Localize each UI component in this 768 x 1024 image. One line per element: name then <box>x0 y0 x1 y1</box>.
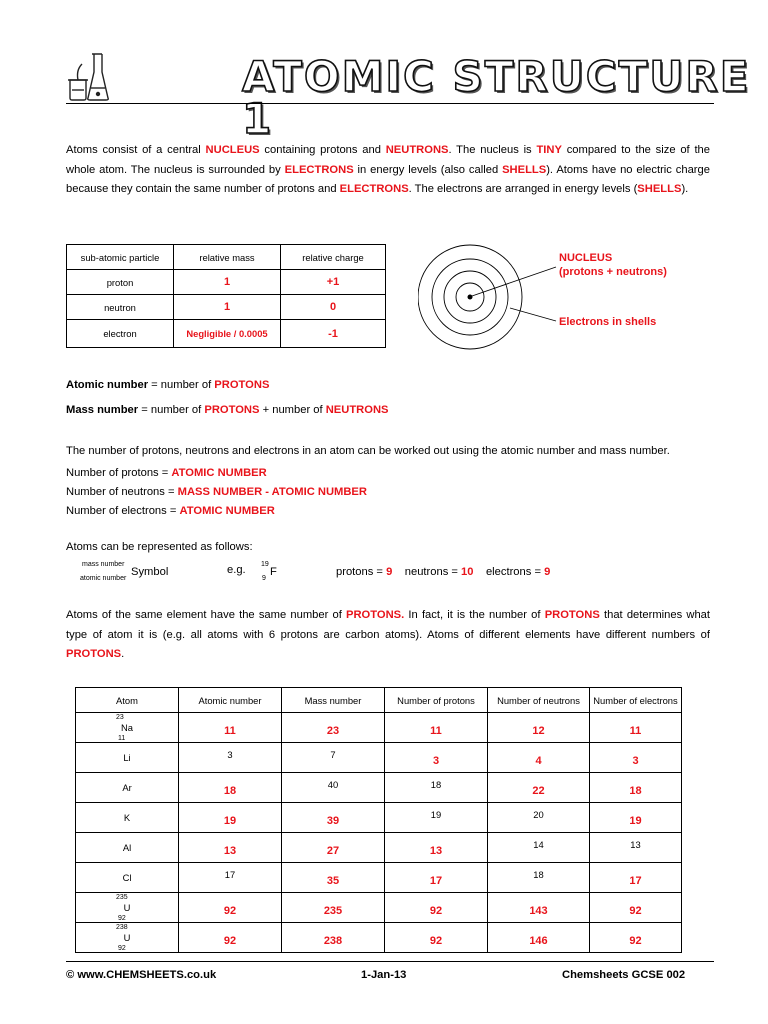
table-row <box>76 863 682 893</box>
table-row <box>76 773 682 803</box>
table-row <box>76 923 682 953</box>
atomic-number: 92 <box>179 893 282 923</box>
relative-mass: 1 <box>174 295 281 320</box>
atomic-number: 19 <box>179 803 282 833</box>
table-header: Atomic number <box>179 688 282 713</box>
atom-symbol-cell <box>76 773 179 803</box>
electron-count: 3 <box>590 743 682 773</box>
table-header: Number of protons <box>385 688 488 713</box>
atom-mass-number: 238 <box>116 924 128 931</box>
atom-mass-number: 235 <box>116 894 128 901</box>
atom-symbol: K <box>123 812 131 823</box>
proton-count: 92 <box>385 923 488 953</box>
footer-date: 1-Jan-13 <box>361 969 407 981</box>
atom-table <box>75 687 682 953</box>
example-atomic-number: 9 <box>262 575 266 582</box>
table-row <box>76 713 682 743</box>
electron-count: 13 <box>590 833 682 863</box>
atom-symbol-cell <box>76 893 179 923</box>
neutron-count: 12 <box>488 713 590 743</box>
atom-symbol-cell <box>76 713 179 743</box>
nucleus-label: NUCLEUS (protons + neutrons) <box>559 252 667 278</box>
proton-count: 18 <box>385 773 488 803</box>
particle-name: electron <box>67 320 174 348</box>
atomic-number: 18 <box>179 773 282 803</box>
mass-number: 235 <box>282 893 385 923</box>
atom-symbol: Na <box>121 722 133 733</box>
electron-count: 18 <box>590 773 682 803</box>
mass-number: 39 <box>282 803 385 833</box>
proton-count: 13 <box>385 833 488 863</box>
neutron-count: 146 <box>488 923 590 953</box>
table-header: Atom <box>76 688 179 713</box>
electrons-rule: Number of electrons = ATOMIC NUMBER <box>66 505 275 517</box>
neutron-count: 4 <box>488 743 590 773</box>
atom-symbol-cell <box>76 803 179 833</box>
same-element-paragraph: Atoms of the same element have the same number of PROTONS. In fact, it is the number of PROTONS that determines what type of atom it is (e.g. all atoms with 6 protons are carbon atoms). Atoms of different elements have different numbers of PROTONS. <box>66 609 710 660</box>
mass-number: 27 <box>282 833 385 863</box>
atomic-number: 3 <box>179 743 282 773</box>
mass-number-definition: Mass number = number of PROTONS + number of NEUTRONS <box>66 404 389 416</box>
atom-symbol-cell <box>76 833 179 863</box>
mass-number: 35 <box>282 863 385 893</box>
neutrons-rule: Number of neutrons = MASS NUMBER - ATOMIC NUMBER <box>66 486 367 498</box>
mass-number: 238 <box>282 923 385 953</box>
atom-atomic-number: 92 <box>118 945 126 952</box>
atom-symbol: Cl <box>122 872 132 883</box>
atomic-number: 17 <box>179 863 282 893</box>
relative-charge: +1 <box>281 270 386 295</box>
electron-count: 92 <box>590 893 682 923</box>
table-header: relative charge <box>281 245 386 270</box>
example-mass-number: 19 <box>261 561 269 568</box>
workout-intro: The number of protons, neutrons and electrons in an atom can be worked out using the atomic number and mass number. <box>66 445 670 457</box>
table-header: Number of neutrons <box>488 688 590 713</box>
atom-symbol: Ar <box>122 782 132 793</box>
atomic-number: 11 <box>179 713 282 743</box>
table-row <box>76 803 682 833</box>
particle-name: neutron <box>67 295 174 320</box>
footer-website: © www.CHEMSHEETS.co.uk <box>66 969 217 981</box>
mass-number: 7 <box>282 743 385 773</box>
proton-count: 3 <box>385 743 488 773</box>
atom-atomic-number: 92 <box>118 915 126 922</box>
atomic-number: 13 <box>179 833 282 863</box>
table-header: relative mass <box>174 245 281 270</box>
relative-mass: 1 <box>174 270 281 295</box>
proton-count: 17 <box>385 863 488 893</box>
page-title: ATOMIC STRUCTURE 1 <box>242 52 751 143</box>
atom-symbol-cell <box>76 863 179 893</box>
example-label: e.g. <box>227 564 246 576</box>
relative-charge: 0 <box>281 295 386 320</box>
table-header: Mass number <box>282 688 385 713</box>
header-divider <box>66 103 714 104</box>
particle-name: proton <box>67 270 174 295</box>
symbol-label: Symbol <box>131 566 169 578</box>
neutron-count: 22 <box>488 773 590 803</box>
atom-mass-number: 23 <box>116 714 124 721</box>
atom-symbol: U <box>123 902 131 913</box>
table-row <box>67 295 386 320</box>
table-row <box>76 833 682 863</box>
footer-divider <box>66 961 714 962</box>
atom-symbol-cell <box>76 743 179 773</box>
intro-paragraph: Atoms consist of a central NUCLEUS containing protons and NEUTRONS. The nucleus is TINY compared to the size of the whole atom. The nucleus is surrounded by ELECTRONS in energy levels (also called SHELLS). Atoms have no electric charge because they contain the same number of protons and ELECTRONS. The electrons are arranged in energy levels (SHELLS). <box>66 144 710 195</box>
proton-count: 92 <box>385 893 488 923</box>
example-counts: protons = 9 neutrons = 10 electrons = 9 <box>336 566 551 578</box>
representation-intro: Atoms can be represented as follows: <box>66 541 253 553</box>
atom-symbol-cell <box>76 923 179 953</box>
atom-symbol: U <box>123 932 131 943</box>
mass-number: 23 <box>282 713 385 743</box>
table-row <box>67 270 386 295</box>
neutron-count: 14 <box>488 833 590 863</box>
atom-atomic-number: 11 <box>118 735 126 742</box>
example-symbol: F <box>270 566 277 578</box>
atom-symbol: Al <box>122 842 132 853</box>
table-header: Number of electrons <box>590 688 682 713</box>
electron-count: 92 <box>590 923 682 953</box>
electron-count: 11 <box>590 713 682 743</box>
relative-mass: Negligible / 0.0005 <box>174 320 281 348</box>
mass-number-label: mass number <box>82 561 125 568</box>
electron-count: 17 <box>590 863 682 893</box>
table-row <box>67 320 386 348</box>
atomic-number: 92 <box>179 923 282 953</box>
protons-rule: Number of protons = ATOMIC NUMBER <box>66 467 267 479</box>
chemistry-glassware-icon <box>64 50 112 102</box>
proton-count: 11 <box>385 713 488 743</box>
atom-symbol: Li <box>123 752 131 763</box>
table-row <box>76 743 682 773</box>
footer-code: Chemsheets GCSE 002 <box>562 969 686 981</box>
relative-charge: -1 <box>281 320 386 348</box>
proton-count: 19 <box>385 803 488 833</box>
neutron-count: 18 <box>488 863 590 893</box>
particle-table <box>66 244 386 348</box>
electron-count: 19 <box>590 803 682 833</box>
neutron-count: 20 <box>488 803 590 833</box>
atomic-number-label: atomic number <box>80 575 127 582</box>
mass-number: 40 <box>282 773 385 803</box>
electrons-label: Electrons in shells <box>559 316 657 328</box>
table-header: sub-atomic particle <box>67 245 174 270</box>
table-row <box>76 893 682 923</box>
atomic-number-definition: Atomic number = number of PROTONS <box>66 379 270 391</box>
neutron-count: 143 <box>488 893 590 923</box>
